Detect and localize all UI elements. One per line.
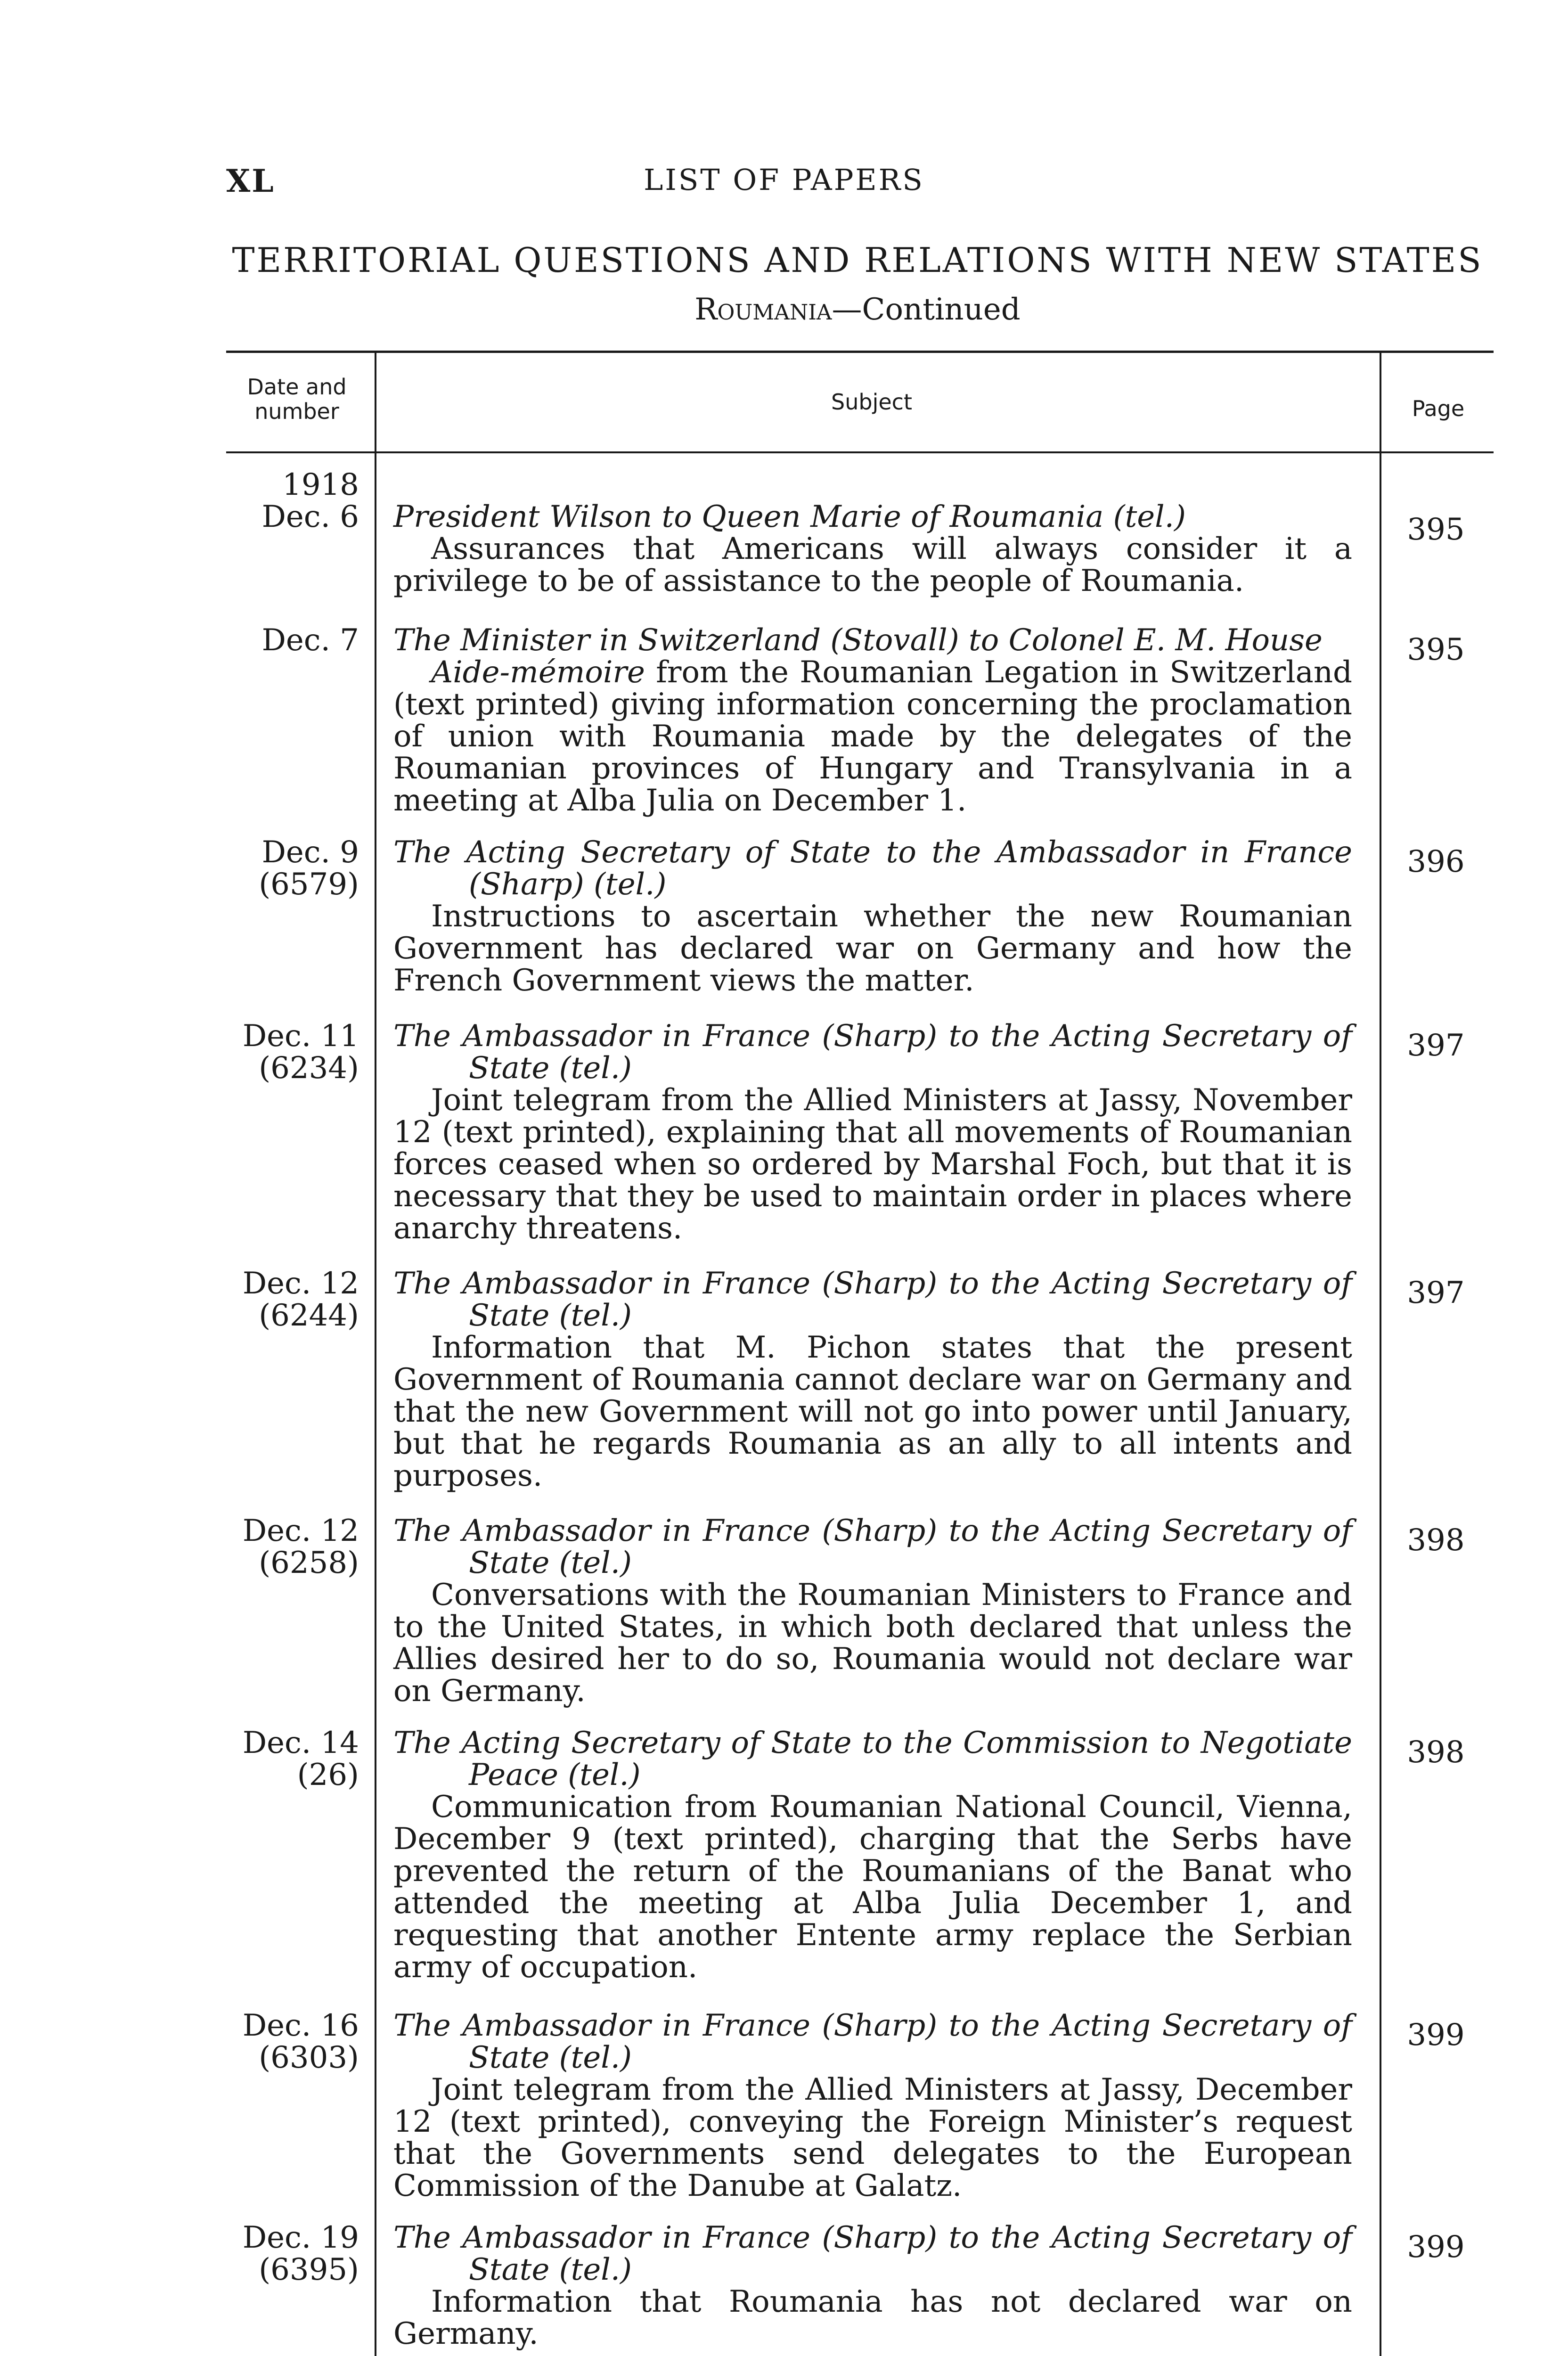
entry-title: President Wilson to Queen Marie of Roumania (tel.) — [393, 499, 1186, 534]
entry-number: (6234) — [259, 1051, 359, 1086]
year-label: 1918 — [282, 467, 359, 502]
entry-page: 395 — [1407, 512, 1465, 547]
entry-number: (6303) — [259, 2040, 359, 2075]
entry-date — [203, 1727, 359, 1791]
column-header-date-line2: number — [254, 399, 339, 424]
entry-page: 397 — [1407, 1276, 1465, 1310]
entry-date — [203, 624, 359, 656]
entry-date — [203, 469, 359, 533]
entry-date-text: Dec. 9 — [261, 835, 359, 870]
entry-subject — [393, 624, 1352, 817]
entry-title: The Ambassador in France (Sharp) to the Acting Secretary of State (tel.) — [393, 2220, 1352, 2287]
entry-summary: Instructions to ascertain whether the new Roumanian Government has declared war on Germany and how the French Government views the matter. — [393, 899, 1352, 998]
entry-date-text: Dec. 14 — [242, 1726, 359, 1760]
entry-date-text: Dec. 12 — [242, 1513, 359, 1548]
entry-date — [203, 1020, 359, 1084]
entry-subject — [393, 1515, 1352, 1707]
entry-page: 399 — [1407, 2230, 1465, 2265]
continued-label: —Continued — [832, 292, 1021, 327]
entry-date — [203, 836, 359, 900]
country-name: Roumania — [694, 292, 832, 327]
section-title: TERRITORIAL QUESTIONS AND RELATIONS WITH NEW STATES — [232, 240, 1483, 280]
entry-summary: Conversations with the Roumanian Ministers to France and to the United States, in which both declared that unless the Allies desired her to do so, Roumania would not declare war on Germany. — [393, 1578, 1352, 1709]
entry-number: (6395) — [259, 2252, 359, 2287]
entry-date-text: Dec. 16 — [242, 2008, 359, 2043]
entry-date-text: Dec. 19 — [242, 2220, 359, 2255]
entry-date — [203, 1268, 359, 1332]
entry-title: The Ambassador in France (Sharp) to the Acting Secretary of State (tel.) — [393, 1266, 1352, 1333]
entry-subject — [393, 1020, 1352, 1244]
entry-summary-lead: Aide-mémoire — [431, 655, 645, 690]
entry-subject — [393, 2010, 1352, 2202]
entry-date — [203, 1515, 359, 1579]
entry-number: (6579) — [259, 867, 359, 902]
entry-number: (6244) — [259, 1298, 359, 1333]
entry-number: (6258) — [259, 1546, 359, 1580]
entry-page: 396 — [1407, 844, 1465, 879]
entry-subject — [393, 1727, 1352, 1983]
column-header-page: Page — [1412, 396, 1465, 421]
entry-date-text: Dec. 12 — [242, 1266, 359, 1301]
entry-summary: Information that M. Pichon states that the present Government of Roumania cannot declare war on Germany and that the new Government will not go into power until January, but that he regards Roumania as an ally to all intents and purposes. — [393, 1330, 1352, 1493]
entry-date — [203, 2222, 359, 2286]
column-header-subject: Subject — [831, 389, 912, 415]
entry-date — [203, 2010, 359, 2074]
entry-date-text: Dec. 6 — [261, 499, 359, 534]
entry-page: 399 — [1407, 2018, 1465, 2053]
page-folio: XL — [226, 163, 275, 199]
entry-title: The Minister in Switzerland (Stovall) to Colonel E. M. House — [393, 623, 1323, 658]
entry-date-text: Dec. 11 — [242, 1019, 359, 1054]
entry-title: The Acting Secretary of State to the Commission to Negotiate Peace (tel.) — [393, 1726, 1352, 1792]
entry-subject — [393, 501, 1352, 597]
entry-summary: Information that Roumania has not declared war on Germany. — [393, 2284, 1352, 2351]
entry-subject — [393, 1268, 1352, 1492]
entry-summary: Joint telegram from the Allied Ministers at Jassy, November 12 (text printed), explaining that all movements of Roumanian forces ceased when so ordered by Marshal Foch, but that it is necessary that they be used to maintain order in places where anarchy threatens. — [393, 1083, 1352, 1246]
entry-title: The Ambassador in France (Sharp) to the Acting Secretary of State (tel.) — [393, 2008, 1352, 2075]
entry-summary-text: from the Roumanian Legation in Switzerland (text printed) giving information concerning the proclamation of union with Roumania made by the delegates of the Roumanian provinces of Hungary and Transylvania in a meeting at Alba Julia on December 1. — [393, 655, 1352, 818]
entry-page: 395 — [1407, 632, 1465, 667]
column-header-date-line1: Date and — [247, 374, 347, 400]
entry-subject — [393, 836, 1352, 997]
entry-page: 398 — [1407, 1523, 1465, 1558]
entry-summary — [393, 656, 1352, 817]
entry-title: The Ambassador in France (Sharp) to the Acting Secretary of State (tel.) — [393, 1513, 1352, 1580]
entry-summary: Joint telegram from the Allied Ministers at Jassy, December 12 (text printed), conveying the Foreign Minister’s request that the Governments send delegates to the European Commission of the Danube at Galatz. — [393, 2072, 1352, 2203]
entry-date-text: Dec. 7 — [261, 623, 359, 658]
entry-page: 397 — [1407, 1028, 1465, 1063]
entry-title: The Acting Secretary of State to the Ambassador in France (Sharp) (tel.) — [393, 835, 1352, 902]
entry-title: The Ambassador in France (Sharp) to the Acting Secretary of State (tel.) — [393, 1019, 1352, 1086]
entry-summary: Assurances that Americans will always consider it a privilege to be of assistance to the people of Roumania. — [393, 532, 1352, 598]
running-title: LIST OF PAPERS — [644, 163, 924, 197]
entry-page: 398 — [1407, 1735, 1465, 1770]
entry-summary: Communication from Roumanian National Council, Vienna, December 9 (text printed), charging that the Serbs have prevented the return of the Roumanians of the Banat who attended the meeting at Alba Julia December 1, and requesting that another Entente army replace the Serbian army of occupation. — [393, 1790, 1352, 1985]
entry-number: (26) — [297, 1758, 359, 1792]
entry-subject — [393, 2222, 1352, 2350]
